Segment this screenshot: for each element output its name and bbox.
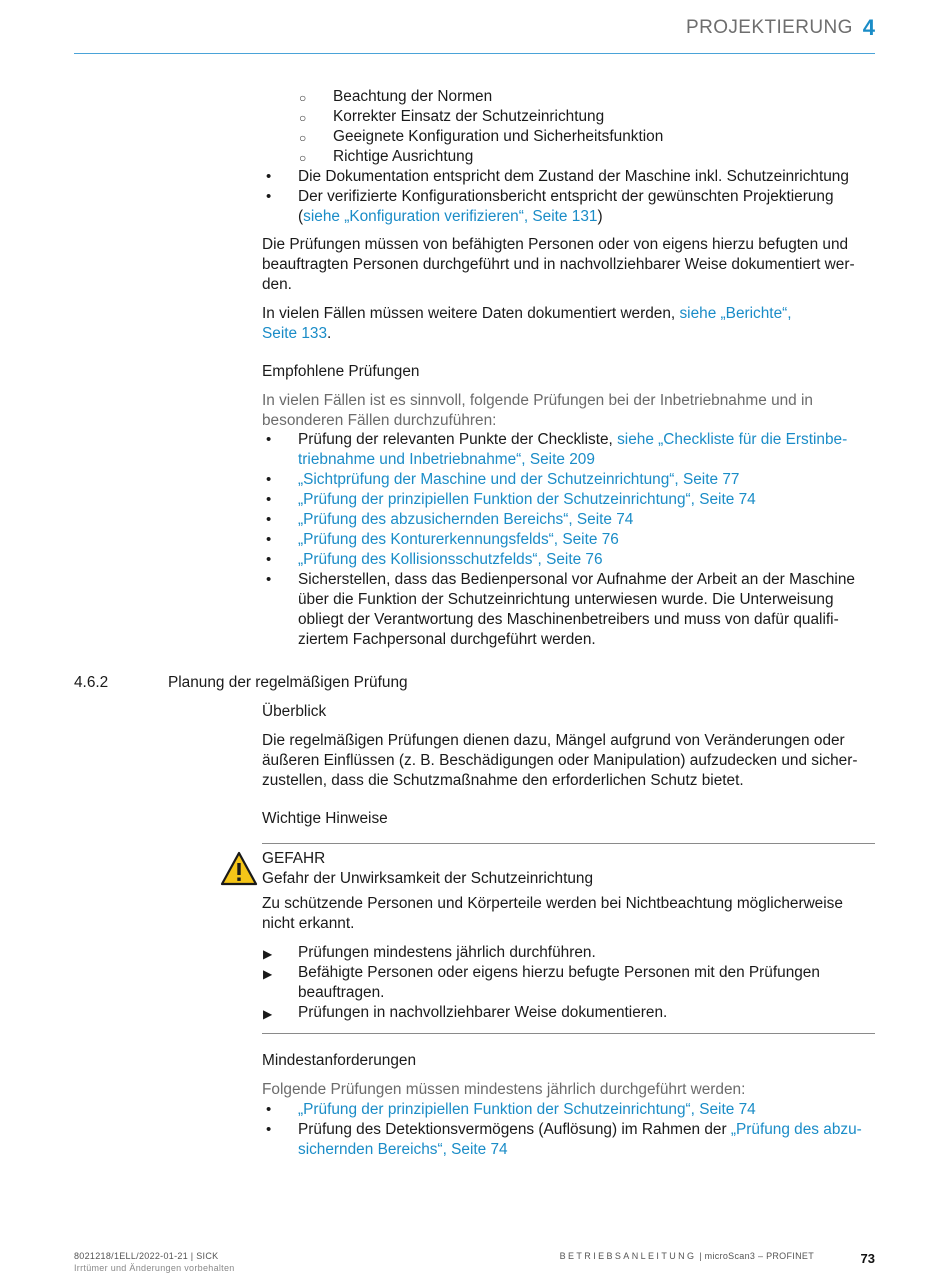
paragraph-line: den. xyxy=(262,276,292,293)
action-item: Prüfungen in nachvollziehbarer Weise dokumentieren. xyxy=(298,1004,668,1021)
intro-text: Folgende Prüfungen müssen mindestens jährlich durchgeführt werden xyxy=(262,1081,742,1098)
bullet-item-continued: obliegt der Verantwortung des Maschinenbetreibers und muss von dafür qualifi- xyxy=(298,611,839,628)
subheading-important: Wichtige Hinweise xyxy=(262,810,388,827)
bullet-text: Prüfung der relevanten Punkte der Checkliste, xyxy=(298,431,618,448)
bullet-icon: • xyxy=(266,491,272,508)
bullet-icon: • xyxy=(266,571,272,588)
subheading-recommended: Empfohlene Prüfungen xyxy=(262,363,420,380)
danger-bottom-rule xyxy=(262,1033,875,1034)
circle-bullet-icon: ○ xyxy=(299,111,307,125)
cross-ref-link[interactable]: siehe „Konfiguration verifizieren“, Seite 131 xyxy=(303,208,598,225)
cross-ref-link[interactable]: „Prüfung der prinzipiellen Funktion der Schutzeinrichtung“, Seite 74 xyxy=(298,1101,756,1118)
bullet-icon: • xyxy=(266,511,272,528)
paragraph-text: In vielen Fällen müssen weitere Daten dokumentiert werden, xyxy=(262,305,680,322)
action-item: Befähigte Personen oder eigens hierzu befugte Personen mit den Prüfungen xyxy=(298,964,820,981)
paren-open: ( xyxy=(298,208,304,225)
paragraph-line xyxy=(262,304,792,324)
intro-text: besonderen Fällen durchzuführen xyxy=(262,412,493,429)
danger-description: nicht erkannt. xyxy=(262,915,355,932)
footer-disclaimer: Irrtümer und Änderungen vorbehalten xyxy=(74,1263,235,1273)
cross-ref-link[interactable]: „Prüfung der prinzipiellen Funktion der Schutzeinrichtung“, Seite 74 xyxy=(298,491,756,508)
cross-ref-link[interactable]: Seite 133 xyxy=(262,325,328,342)
bullet-icon: • xyxy=(266,531,272,548)
bullet-item xyxy=(298,1120,862,1140)
subheading-overview: Überblick xyxy=(262,703,327,720)
intro-line xyxy=(262,1080,745,1100)
sub-item: Geeignete Konfiguration und Sicherheitsfunktion xyxy=(333,128,664,145)
bullet-item-continued xyxy=(298,207,603,227)
sub-item: Korrekter Einsatz der Schutzeinrichtung xyxy=(333,108,605,125)
cross-ref-link[interactable]: „Sichtprüfung der Maschine und der Schutzeinrichtung“, Seite 77 xyxy=(298,471,740,488)
paragraph-line: Die regelmäßigen Prüfungen dienen dazu, Mängel aufgrund von Veränderungen oder xyxy=(262,732,845,749)
paragraph-line: beauftragten Personen durchgeführt und in nachvollziehbarer Weise dokumentiert wer- xyxy=(262,256,855,273)
footer-left xyxy=(74,1250,235,1274)
intro-colon: : xyxy=(492,412,497,429)
subheading-minimum: Mindestanforderungen xyxy=(262,1052,417,1069)
section-title: Planung der regelmäßigen Prüfung xyxy=(168,674,408,691)
bullet-item xyxy=(298,430,847,450)
bullet-icon: • xyxy=(266,551,272,568)
page-header xyxy=(74,15,875,54)
footer-product: | microScan3 – PROFINET xyxy=(696,1251,814,1261)
footer-manual-label: BETRIEBSANLEITUNG xyxy=(559,1251,697,1261)
cross-ref-link[interactable]: „Prüfung des Konturerkennungsfelds“, Seite 76 xyxy=(298,531,619,548)
bullet-item-continued: über die Funktion der Schutzeinrichtung unterwiesen wurde. Die Unterweisung xyxy=(298,591,834,608)
cross-ref-link[interactable]: triebnahme und Inbetriebnahme“, Seite 209 xyxy=(298,451,595,468)
action-item-continued: beauftragen. xyxy=(298,984,385,1001)
footer-doc-id: 8021218/1ELL/2022-01-21 | SICK xyxy=(74,1251,219,1261)
paragraph-line: äußeren Einflüssen (z. B. Beschädigungen oder Manipulation) aufzudecken und sicher- xyxy=(262,752,858,769)
bullet-icon: • xyxy=(266,1101,272,1118)
bullet-icon: • xyxy=(266,431,272,448)
bullet-icon: • xyxy=(266,471,272,488)
cross-ref-link[interactable]: „Prüfung des abzu- xyxy=(730,1121,862,1138)
cross-ref-link[interactable]: siehe „Berichte“, xyxy=(679,305,792,322)
intro-line: In vielen Fällen ist es sinnvoll, folgende Prüfungen bei der Inbetriebnahme und in xyxy=(262,392,813,409)
circle-bullet-icon: ○ xyxy=(299,151,307,165)
cross-ref-link[interactable]: „Prüfung des abzusichernden Bereichs“, Seite 74 xyxy=(298,511,634,528)
danger-label: GEFAHR xyxy=(262,850,326,867)
bullet-text: Prüfung des Detektionsvermögens (Auflösung) im Rahmen der xyxy=(298,1121,731,1138)
header-text xyxy=(686,15,875,40)
cross-ref-link[interactable]: siehe „Checkliste für die Erstinbe- xyxy=(617,431,848,448)
intro-colon: : xyxy=(741,1081,746,1098)
paragraph-line: Die Prüfungen müssen von befähigten Personen oder von eigens hierzu befugten und xyxy=(262,236,849,253)
bullet-icon: • xyxy=(266,188,272,205)
arrow-bullet-icon: ▶ xyxy=(263,967,273,981)
footer-manual xyxy=(560,1250,814,1262)
chapter-number: 4 xyxy=(862,15,875,40)
bullet-item-continued: ziertem Fachpersonal durchgeführt werden. xyxy=(298,631,596,648)
sub-item: Richtige Ausrichtung xyxy=(333,148,474,165)
warning-triangle-icon xyxy=(220,851,258,886)
paren-close: ) xyxy=(597,208,603,225)
chapter-title: PROJEKTIERUNG xyxy=(686,17,853,38)
bullet-item: Der verifizierte Konfigurationsbericht entspricht der gewünschten Projektierung xyxy=(298,188,834,205)
action-item: Prüfungen mindestens jährlich durchführen. xyxy=(298,944,596,961)
circle-bullet-icon: ○ xyxy=(299,131,307,145)
danger-description: Zu schützende Personen und Körperteile werden bei Nichtbeachtung möglicherweise xyxy=(262,895,843,912)
danger-top-rule xyxy=(262,843,875,844)
bullet-icon: • xyxy=(266,168,272,185)
page-number: 73 xyxy=(860,1251,875,1266)
sub-item: Beachtung der Normen xyxy=(333,88,493,105)
paragraph-end: . xyxy=(327,325,332,342)
intro-line xyxy=(262,411,496,431)
paragraph-line: zustellen, dass die Schutzmaßnahme den erforderlichen Schutz bietet. xyxy=(262,772,744,789)
arrow-bullet-icon: ▶ xyxy=(263,1007,273,1021)
cross-ref-link[interactable]: „Prüfung des Kollisionsschutzfelds“, Seite 76 xyxy=(298,551,603,568)
bullet-item: Sicherstellen, dass das Bedienpersonal vor Aufnahme der Arbeit an der Maschine xyxy=(298,571,855,588)
section-number: 4.6.2 xyxy=(74,674,109,691)
circle-bullet-icon: ○ xyxy=(299,91,307,105)
danger-subtitle: Gefahr der Unwirksamkeit der Schutzeinrichtung xyxy=(262,870,594,887)
cross-ref-link[interactable]: sichernden Bereichs“, Seite 74 xyxy=(298,1141,508,1158)
arrow-bullet-icon: ▶ xyxy=(263,947,273,961)
bullet-item: Die Dokumentation entspricht dem Zustand der Maschine inkl. Schutzeinrichtung xyxy=(298,168,849,185)
bullet-icon: • xyxy=(266,1121,272,1138)
paragraph-line xyxy=(262,324,331,344)
